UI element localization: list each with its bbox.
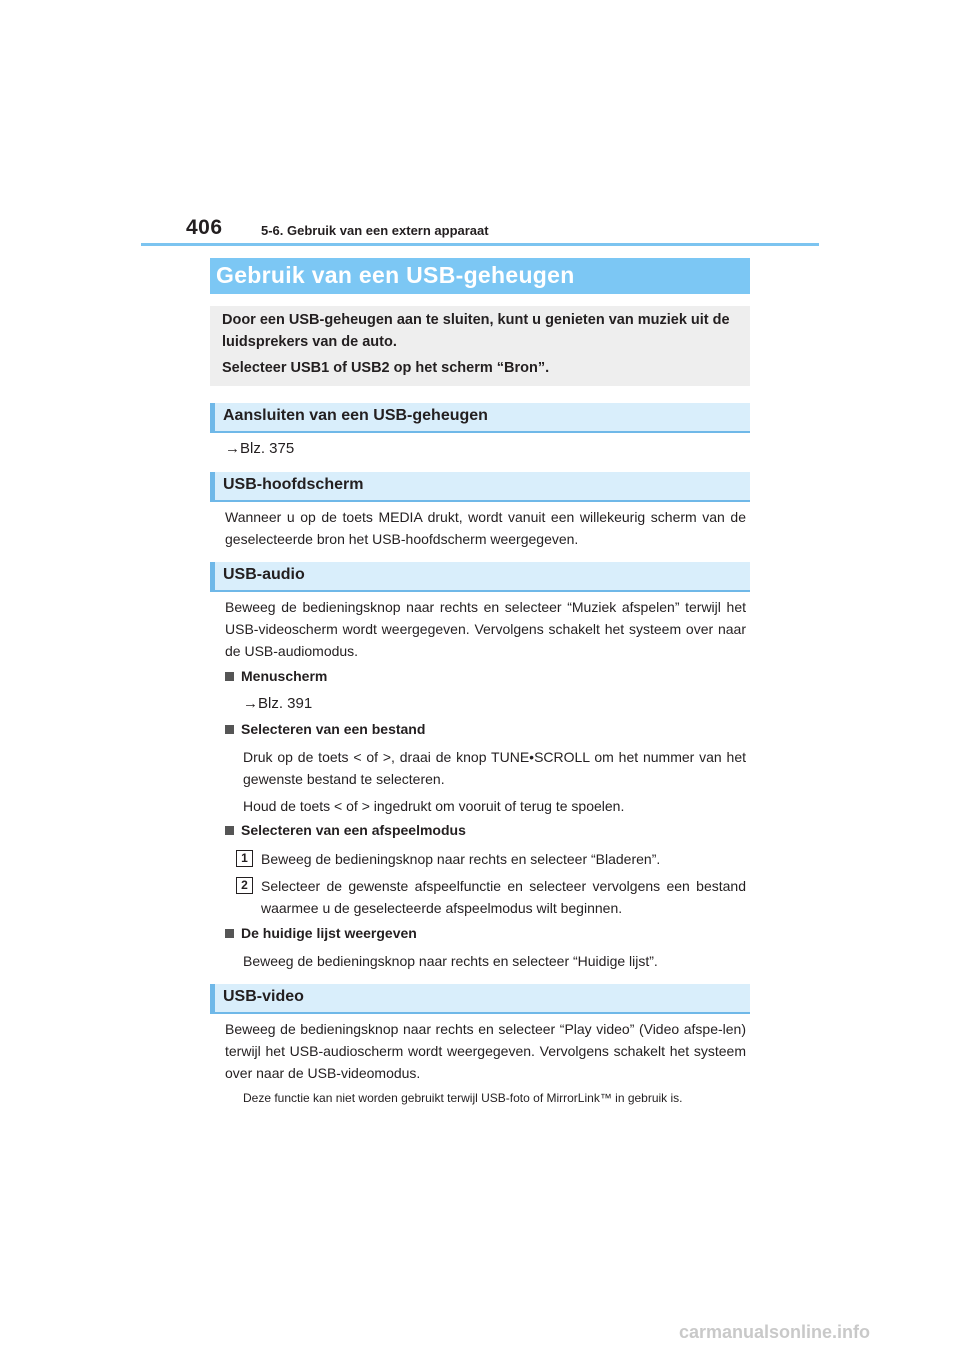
section-title: Aansluiten van een USB-geheugen [223,407,488,424]
section-video [210,984,750,1014]
paragraph: Beweeg de bedieningsknop naar rechts en selecteer “Muziek afspelen” terwijl het USB-videoscherm wordt weergegeven. Vervolgens schakelt het systeem over naar de USB-audiomodus. [225,599,746,659]
page-reference-link[interactable]: →Blz. 391 [243,695,313,712]
subheading-text: Selecteren van een bestand [241,721,426,737]
subheading-menu [225,668,327,684]
intro-line-1: Door een USB-geheugen aan te sluiten, kunt u genieten van muziek uit de [222,312,730,328]
intro-line-3: Selecteer USB1 of USB2 op het scherm “Bron”. [222,360,550,376]
page-number: 406 [186,216,223,239]
chapter-title: 5-6. Gebruik van een extern apparaat [261,223,489,238]
subheading-text: Selecteren van een afspeelmodus [241,822,466,838]
paragraph: Beweeg de bedieningsknop naar rechts en selecteer “Play video” (Video afspe-len) terwijl het USB-audioscherm wordt weergegeven. Vervolgens schakelt het systeem over naar de USB-videomodus. [225,1021,746,1081]
bullet-square-icon [225,672,234,681]
step-number-badge: 1 [236,850,253,867]
paragraph: Wanneer u op de toets MEDIA drukt, wordt vanuit een willekeurig scherm van de geselecteerde bron het USB-hoofdscherm weergegeven. [225,509,746,547]
intro-box [210,306,750,386]
subheading-current-list [225,925,417,941]
section-title: USB-audio [223,566,305,583]
subheading-text: Menuscherm [241,668,328,684]
paragraph: Houd de toets < of > ingedrukt om vooruit of terug te spoelen. [243,798,625,814]
subheading-play-mode [225,822,466,838]
step-text: Beweeg de bedieningsknop naar rechts en selecteer “Bladeren”. [261,851,661,867]
intro-line-2: luidsprekers van de auto. [222,334,397,350]
page-title: Gebruik van een USB-geheugen [216,262,575,288]
section-audio [210,562,750,592]
subheading-text: De huidige lijst weergeven [241,925,417,941]
paragraph: Druk op de toets < of >, draai de knop TUNE•SCROLL om het nummer van het gewenste bestand te selecteren. [243,749,746,787]
step-number-badge: 2 [236,877,253,894]
step-text: Selecteer de gewenste afspeelfunctie en selecteer vervolgens een bestand waarmee u de geselecteerde afspeelmodus wilt beginnen. [261,878,746,916]
bullet-square-icon [225,725,234,734]
section-accent-bar [210,984,215,1014]
bullet-square-icon [225,929,234,938]
section-main-screen [210,472,750,502]
paragraph: Beweeg de bedieningsknop naar rechts en selecteer “Huidige lijst”. [243,953,658,969]
section-accent-bar [210,562,215,592]
page-title-bar [210,258,750,294]
watermark: carmanualsonline.info [679,1322,871,1342]
header-divider [141,243,819,246]
bullet-square-icon [225,826,234,835]
section-title: USB-hoofdscherm [223,476,364,493]
page-reference-link[interactable]: →Blz. 375 [225,440,295,457]
section-accent-bar [210,472,215,502]
section-title: USB-video [223,988,304,1005]
section-connect [210,403,750,433]
subheading-select-file [225,721,425,737]
note: Deze functie kan niet worden gebruikt terwijl USB-foto of MirrorLink™ in gebruik is. [243,1091,683,1105]
section-accent-bar [210,403,215,433]
